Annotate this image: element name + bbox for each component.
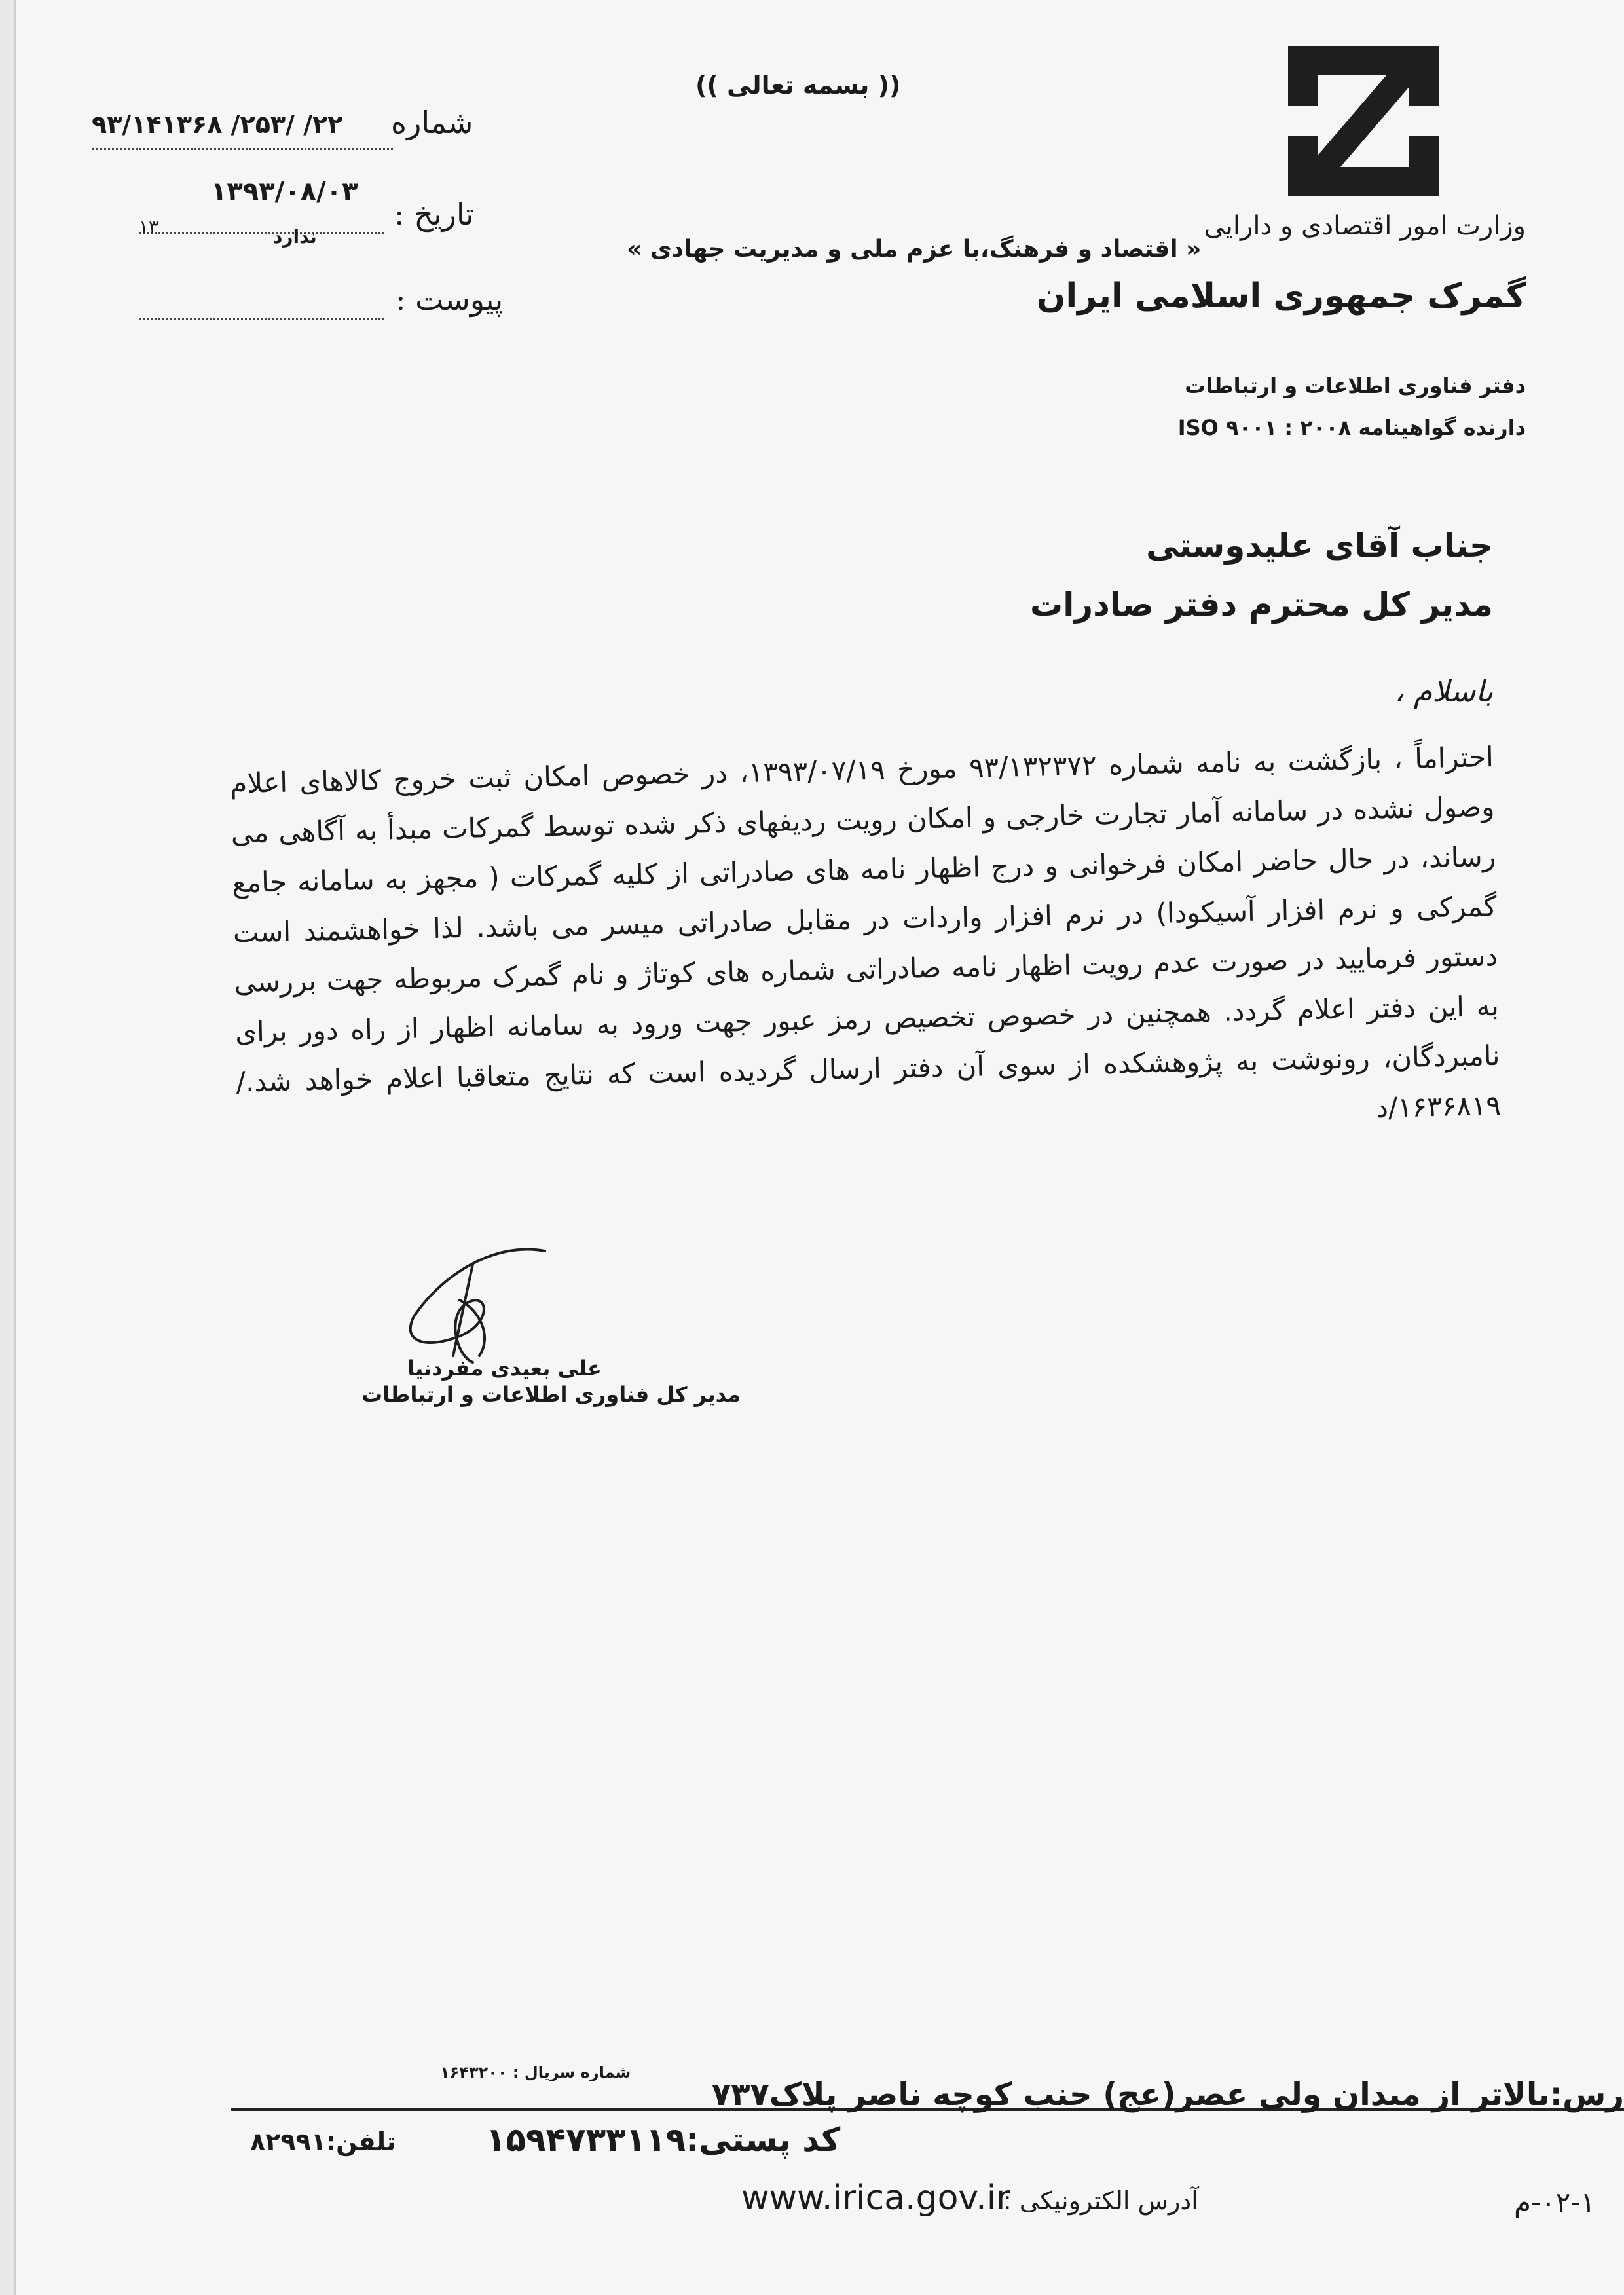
iso-certificate: دارنده گواهینامه ۲۰۰۸ : ۹۰۰۱ ISO — [1177, 415, 1526, 440]
ministry-name: وزارت امور اقتصادی و دارایی — [1204, 211, 1526, 241]
serial-number: شماره سریال : ۱۶۴۳۲۰۰ — [440, 2063, 631, 2081]
date-value: ۱۳۹۳/۰۸/۰۳ — [211, 177, 358, 207]
signature-mark — [381, 1238, 578, 1369]
basmala: (( بسمه تعالی )) — [695, 71, 901, 100]
attachment-dotted-line — [139, 316, 384, 320]
number-dotted-line — [92, 145, 393, 150]
greeting: باسلام ، — [1394, 673, 1493, 709]
phone-number: تلفن:۸۲۹۹۱ — [250, 2127, 396, 2156]
organization-name: گمرک جمهوری اسلامی ایران — [1036, 276, 1526, 316]
motto: « اقتصاد و فرهنگ،با عزم ملی و مدیریت جهادی » — [627, 236, 1202, 263]
website-link[interactable]: www.irica.gov.ir — [741, 2178, 1010, 2218]
recipient-name: جناب آقای علیدوستی — [1146, 527, 1493, 565]
postal-code: کد پستی:۱۵۹۴۷۳۳۱۱۹ — [486, 2121, 841, 2159]
form-code: ۰۲-۱-م — [1514, 2186, 1596, 2218]
attachment-label: پیوست : — [396, 282, 504, 317]
office-name: دفتر فناوری اطلاعات و ارتباطات — [1185, 373, 1526, 398]
recipient-title: مدیر کل محترم دفتر صادرات — [1029, 586, 1493, 624]
number-value: ۹۳/۱۴۱۳۶۸ /۲۵۳/ /۲۲ — [92, 110, 343, 139]
letter-page — [14, 0, 1624, 2295]
date-prefix: ۱۳ — [139, 216, 159, 238]
body-paragraph: احتراماً ، بازگشت به نامه شماره ۹۳/۱۳۲۳۷۲ مورخ ۱۳۹۳/۰۷/۱۹، در خصوص امکان ثبت خروج کالاهای اعلام وصول نشده در سامانه آمار تجارت خارجی و امکان رویت ردیفهای ذکر شده توسط گمرکات مبدأ به آگاهی می رساند، در حال حاضر امکان فرخوانی و درج اظهار نامه های صادراتی از کلیه گمرکات ( مجهز به سامانه جامع گمرکی و نرم افزار آسیکودا) در نرم افزار واردات در مقابل صادراتی میسر می باشد. لذا خواهشمند است دستور فرمایید در صورت عدم رویت اظهار نامه صادراتی شماره های کوتاژ و نام گمرک مربوطه جهت بررسی به این دفتر اعلام گردد. همچنین در خصوص تخصیص رمز عبور جهت ورود به سامانه اظهار از راه دور برای نامبردگان، رونوشت به پژوهشکده از سوی آن دفتر ارسال گردیده است که نتایج متعاقبا اعلام خواهد شد./۱۶۳۶۸۱۹/د — [229, 740, 1502, 1124]
number-label: شماره — [391, 105, 473, 140]
signatory-title: مدیر کل فناوری اطلاعات و ارتباطات — [361, 1382, 741, 1407]
date-aux: ندارد — [273, 226, 317, 248]
date-dotted-line — [139, 229, 384, 234]
signatory-name: علی بعیدی مفردنیا — [407, 1356, 602, 1381]
letter-body — [229, 732, 1501, 1157]
customs-logo-icon — [1288, 46, 1439, 196]
page-edge-left — [14, 0, 16, 2295]
email-label: آدرس الکترونیکی : — [1003, 2186, 1198, 2215]
date-label: تاریخ : — [394, 196, 474, 232]
footer-address: رس:بالاتر از میدان ولی عصر(عج) جنب کوچه ناصر پلاک۷۳۷ — [711, 2076, 1624, 2113]
